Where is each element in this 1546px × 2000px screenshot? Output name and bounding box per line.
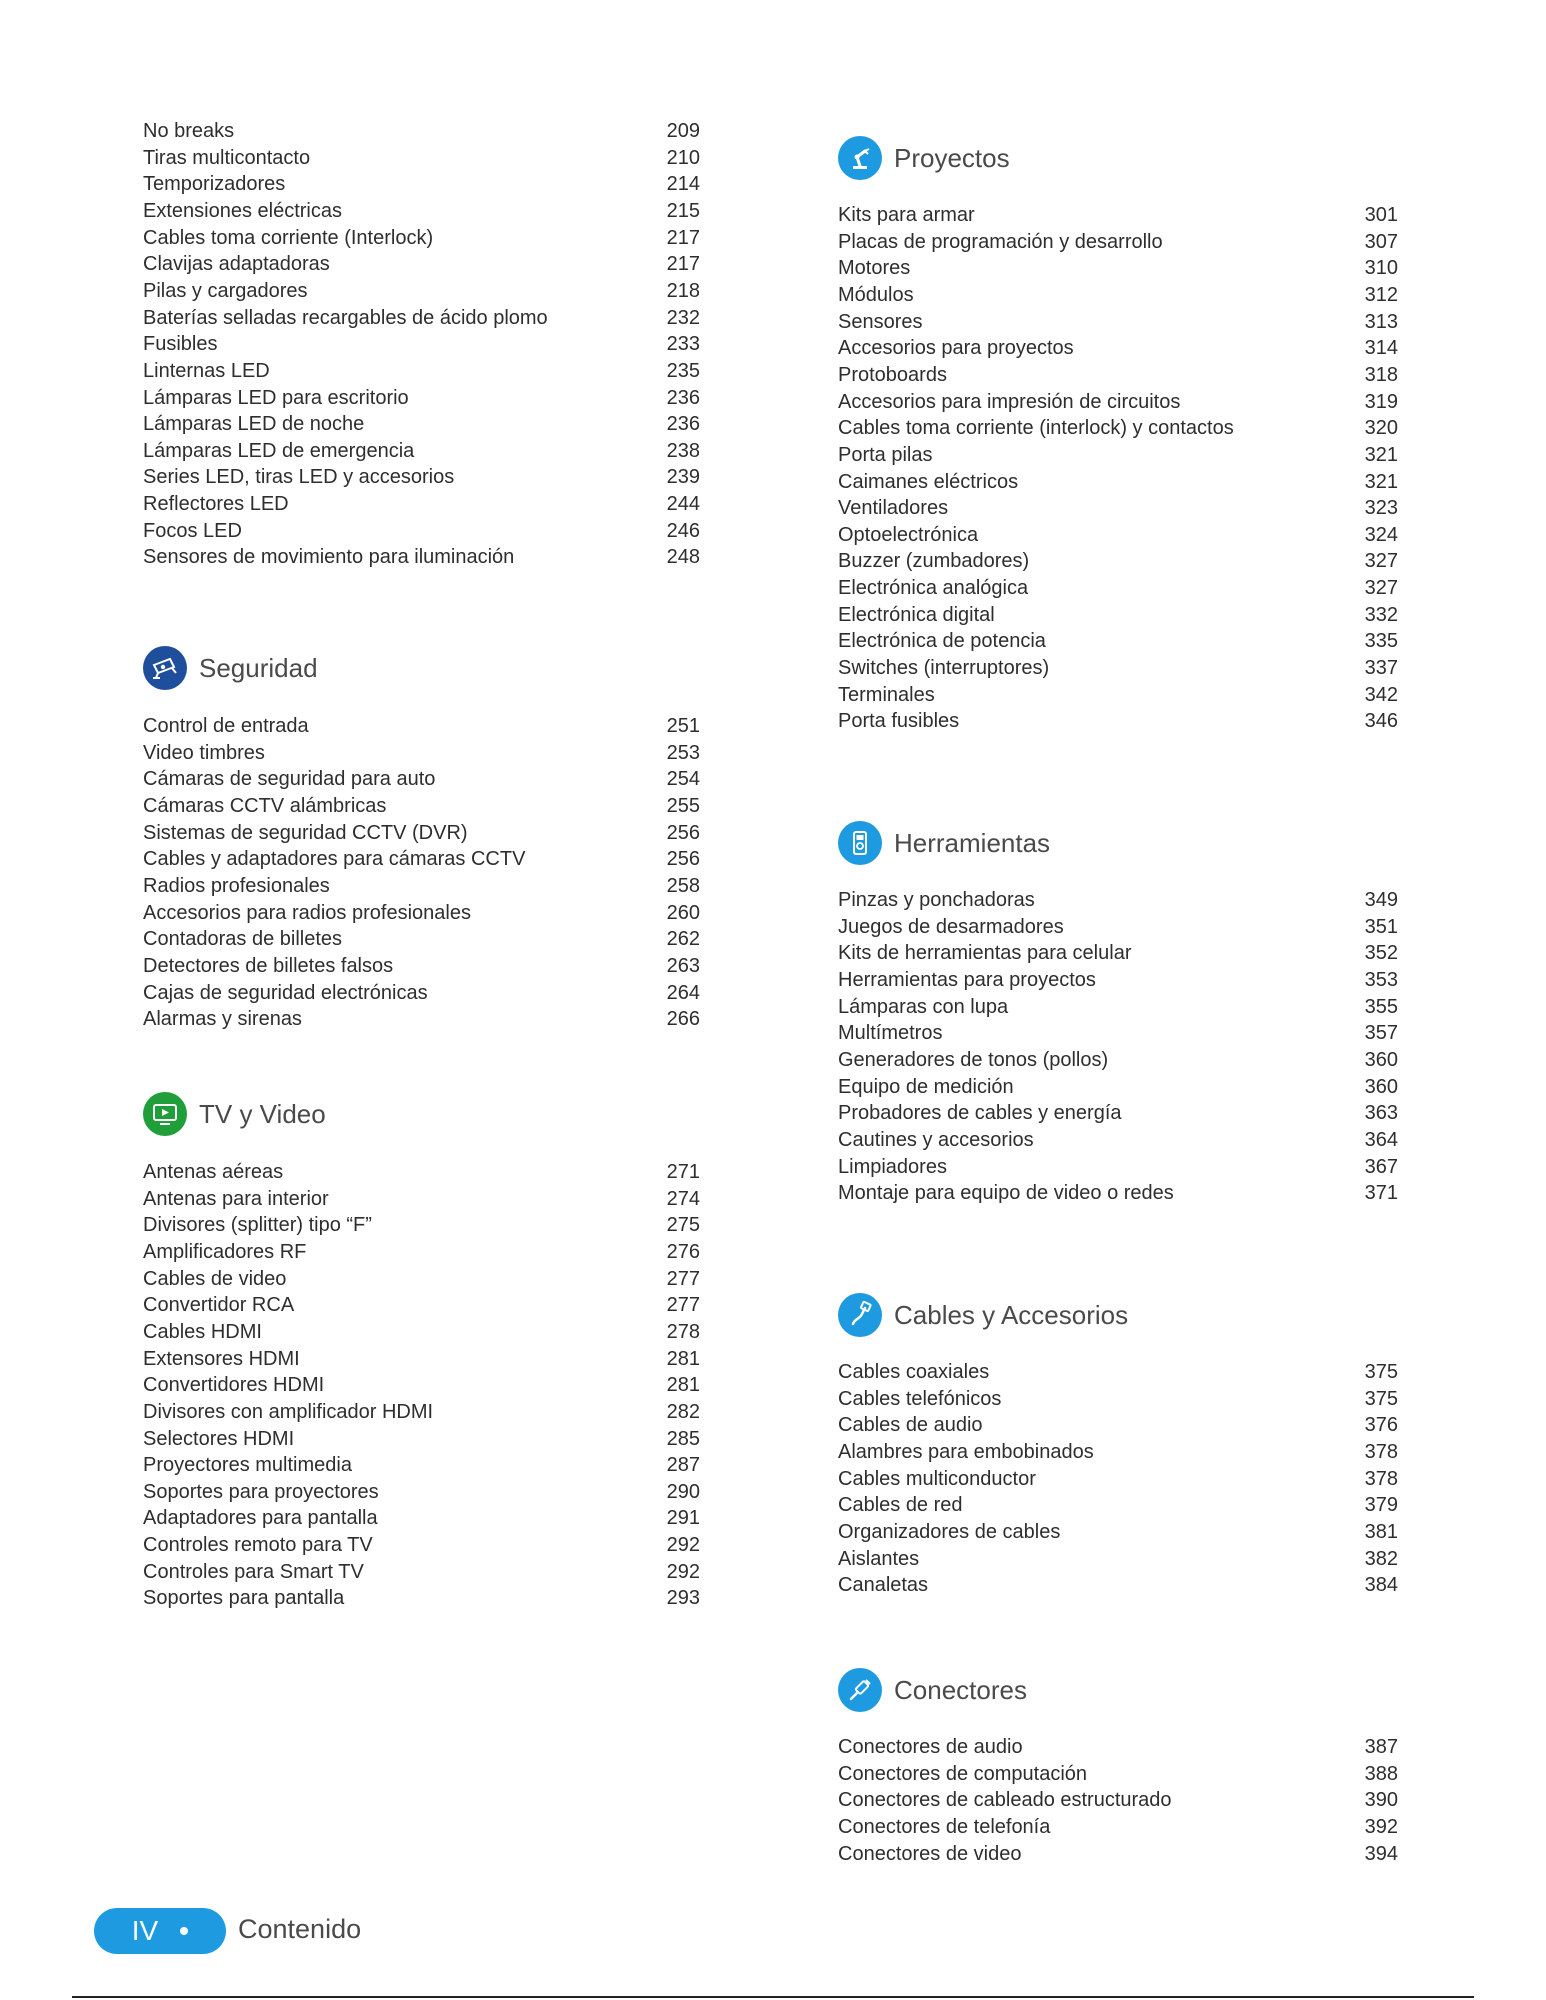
section-title: Cables y Accesorios bbox=[894, 1299, 1129, 1330]
toc-entry-label: Cautines y accesorios bbox=[838, 1128, 1034, 1151]
toc-entry-page: 387 bbox=[1364, 1736, 1398, 1758]
toc-entry-label: Motores bbox=[838, 257, 911, 280]
toc-entry bbox=[143, 900, 700, 927]
toc-entry-page: 210 bbox=[666, 146, 700, 169]
toc-entry-page: 263 bbox=[666, 954, 700, 977]
toc-entry-label: Extensores HDMI bbox=[143, 1347, 300, 1370]
page-number: IV bbox=[131, 1915, 159, 1946]
toc-entry bbox=[143, 1006, 700, 1033]
toc-entry-page: 335 bbox=[1364, 630, 1398, 653]
toc-entry bbox=[143, 1426, 700, 1453]
toc-entry bbox=[143, 820, 700, 847]
toc-entry-label: Amplificadores RF bbox=[143, 1240, 307, 1263]
toc-entry bbox=[143, 873, 700, 900]
section-herramientas bbox=[838, 820, 1050, 866]
toc-entry bbox=[838, 602, 1398, 629]
toc-entry-label: Controles para Smart TV bbox=[143, 1560, 364, 1583]
toc-entry-label: Probadores de cables y energía bbox=[838, 1102, 1122, 1125]
toc-entry-page: 375 bbox=[1364, 1387, 1398, 1410]
toc-entry-label: Accesorios para proyectos bbox=[838, 337, 1074, 360]
toc-entry-page: 281 bbox=[666, 1347, 700, 1370]
toc-entry bbox=[143, 1505, 700, 1532]
toc-entry-page: 248 bbox=[666, 546, 700, 569]
toc-entry-page: 382 bbox=[1364, 1547, 1398, 1570]
toc-entry-page: 254 bbox=[666, 768, 700, 791]
toc-entry-label: Extensiones eléctricas bbox=[143, 199, 342, 222]
toc-entry-label: Generadores de tonos (pollos) bbox=[838, 1048, 1109, 1071]
toc-entry bbox=[143, 438, 700, 465]
toc-entry bbox=[143, 846, 700, 873]
toc-entry-label: Protoboards bbox=[838, 363, 947, 386]
section-title: Herramientas bbox=[894, 827, 1051, 858]
toc-entry-label: Equipo de medición bbox=[838, 1075, 1014, 1098]
toc-entry-page: 337 bbox=[1364, 657, 1398, 680]
toc-entry-label: Series LED, tiras LED y accesorios bbox=[143, 466, 455, 489]
toc-entry bbox=[143, 331, 700, 358]
toc-entry-label: Aislantes bbox=[838, 1547, 920, 1570]
toc-entry-page: 321 bbox=[1364, 470, 1398, 493]
toc-entry-page: 255 bbox=[666, 794, 700, 817]
toc-entry-label: Conectores de audio bbox=[838, 1736, 1023, 1758]
toc-entry bbox=[838, 1546, 1398, 1573]
toc-entry-page: 351 bbox=[1364, 915, 1398, 938]
toc-entry bbox=[838, 1572, 1398, 1599]
section-conectores bbox=[838, 1667, 1027, 1713]
toc-entry-label: Pinzas y ponchadoras bbox=[838, 889, 1035, 911]
toc-entry bbox=[143, 198, 700, 225]
toc-entry-label: Divisores con amplificador HDMI bbox=[143, 1400, 434, 1423]
toc-entry-label: Control de entrada bbox=[143, 715, 309, 737]
toc-entry-page: 384 bbox=[1364, 1574, 1398, 1597]
toc-entry-label: Fusibles bbox=[143, 333, 218, 356]
toc-entry-label: Cables multiconductor bbox=[838, 1467, 1036, 1490]
toc-entry-page: 262 bbox=[666, 928, 700, 951]
toc-entry bbox=[143, 225, 700, 252]
toc-entry-label: Conectores de video bbox=[838, 1842, 1022, 1865]
toc-entry-label: Kits de herramientas para celular bbox=[838, 942, 1132, 965]
toc-entry bbox=[143, 491, 700, 518]
toc-entry-label: Focos LED bbox=[143, 519, 242, 542]
toc-entry-label: Cámaras de seguridad para auto bbox=[143, 768, 436, 791]
toc-entry bbox=[838, 1734, 1398, 1761]
toc-entry-page: 381 bbox=[1364, 1520, 1398, 1543]
toc-entry bbox=[143, 1186, 700, 1213]
toc-entry-page: 357 bbox=[1364, 1022, 1398, 1045]
section-title: Proyectos bbox=[894, 142, 1010, 173]
toc-entry-page: 349 bbox=[1364, 889, 1398, 911]
toc-entry bbox=[838, 1761, 1398, 1788]
toc-entry-page: 364 bbox=[1364, 1128, 1398, 1151]
toc-entry bbox=[143, 358, 700, 385]
toc-entry-page: 312 bbox=[1364, 283, 1398, 306]
toc-entry-label: Juegos de desarmadores bbox=[838, 915, 1064, 938]
toc-entry-page: 378 bbox=[1364, 1440, 1398, 1463]
robot-arm-icon bbox=[838, 136, 882, 180]
toc-entry-page: 274 bbox=[666, 1187, 700, 1210]
toc-entry-page: 353 bbox=[1364, 968, 1398, 991]
toc-entry-page: 388 bbox=[1364, 1762, 1398, 1785]
toc-entry-page: 310 bbox=[1364, 257, 1398, 280]
toc-entry-label: Baterías selladas recargables de ácido plomo bbox=[143, 306, 548, 329]
toc-entry-label: Herramientas para proyectos bbox=[838, 968, 1096, 991]
toc-entry-label: Sistemas de seguridad CCTV (DVR) bbox=[143, 821, 468, 844]
toc-entry-label: Caimanes eléctricos bbox=[838, 470, 1019, 493]
toc-entry bbox=[143, 518, 700, 545]
toc-entry-label: Conectores de telefonía bbox=[838, 1815, 1051, 1838]
toc-entry bbox=[143, 305, 700, 332]
toc-entry-label: Temporizadores bbox=[143, 173, 286, 196]
toc-entry bbox=[838, 389, 1398, 416]
toc-entry-label: Controles remoto para TV bbox=[143, 1534, 373, 1557]
toc-entry-label: Accesorios para impresión de circuitos bbox=[838, 390, 1181, 413]
toc-entry-page: 246 bbox=[666, 519, 700, 542]
toc-entry-label: Soportes para pantalla bbox=[143, 1587, 345, 1610]
toc-entry-label: Cables de red bbox=[838, 1494, 963, 1517]
toc-entry-label: Contadoras de billetes bbox=[143, 928, 343, 951]
toc-entry-label: Conectores de computación bbox=[838, 1762, 1088, 1785]
section-title: TV y Video bbox=[199, 1098, 326, 1129]
toc-entry-label: Tiras multicontacto bbox=[143, 146, 311, 169]
toc-entry bbox=[143, 1585, 700, 1612]
toc-entry bbox=[143, 953, 700, 980]
toc-entry-page: 218 bbox=[666, 279, 700, 302]
toc-entry bbox=[143, 171, 700, 198]
toc-entry bbox=[838, 495, 1398, 522]
toc-entry-label: Cables de audio bbox=[838, 1414, 983, 1437]
toc-entry-label: Módulos bbox=[838, 283, 914, 306]
toc-entry-label: Cajas de seguridad electrónicas bbox=[143, 981, 428, 1004]
bottom-rule bbox=[72, 1996, 1474, 1998]
toc-entry-page: 392 bbox=[1364, 1815, 1398, 1838]
toc-entry-page: 327 bbox=[1364, 577, 1398, 600]
toc-entry bbox=[143, 1479, 700, 1506]
toc-entry-label: Ventiladores bbox=[838, 497, 949, 520]
toc-entry bbox=[838, 628, 1398, 655]
toc-entry-page: 314 bbox=[1364, 337, 1398, 360]
toc-entry-label: Canaletas bbox=[838, 1574, 929, 1597]
toc-entry bbox=[838, 255, 1398, 282]
toc-entry bbox=[838, 1154, 1398, 1181]
toc-entry-page: 376 bbox=[1364, 1414, 1398, 1437]
toc-entry-page: 215 bbox=[666, 199, 700, 222]
toc-entry bbox=[143, 766, 700, 793]
connector-plug-icon bbox=[838, 1668, 882, 1712]
toc-entry-label: Proyectores multimedia bbox=[143, 1454, 352, 1477]
toc-entry bbox=[838, 575, 1398, 602]
toc-entry-page: 390 bbox=[1364, 1789, 1398, 1812]
toc-entry-page: 282 bbox=[666, 1400, 700, 1423]
toc-entry-label: Cables toma corriente (interlock) y contactos bbox=[838, 417, 1234, 440]
toc-entry-page: 256 bbox=[666, 848, 700, 871]
toc-entry bbox=[143, 1212, 700, 1239]
toc-entry bbox=[838, 914, 1398, 941]
toc-entry-label: Cables y adaptadores para cámaras CCTV bbox=[143, 848, 526, 871]
toc-entry bbox=[838, 469, 1398, 496]
toc-entry bbox=[838, 1412, 1398, 1439]
toc-entry-page: 276 bbox=[666, 1240, 700, 1263]
toc-entry bbox=[838, 887, 1398, 914]
toc-entry-label: Antenas aéreas bbox=[143, 1161, 284, 1183]
toc-entry bbox=[838, 1841, 1398, 1868]
toc-entry-page: 320 bbox=[1364, 417, 1398, 440]
toc-entry bbox=[838, 1439, 1398, 1466]
toc-entry-page: 375 bbox=[1364, 1361, 1398, 1383]
toc-entry bbox=[143, 411, 700, 438]
toc-entry-label: Lámparas LED de noche bbox=[143, 413, 365, 436]
toc-entry-page: 233 bbox=[666, 333, 700, 356]
cable-icon bbox=[838, 1293, 882, 1337]
toc-entry bbox=[838, 1020, 1398, 1047]
toc-entry-page: 264 bbox=[666, 981, 700, 1004]
section-title: Seguridad bbox=[199, 652, 318, 683]
toc-entry bbox=[143, 544, 700, 571]
toc-entry-page: 367 bbox=[1364, 1155, 1398, 1178]
toc-entry-label: Radios profesionales bbox=[143, 874, 330, 897]
toc-entry-label: Divisores (splitter) tipo “F” bbox=[143, 1214, 372, 1237]
toc-entry-page: 256 bbox=[666, 821, 700, 844]
toc-entry-page: 258 bbox=[666, 874, 700, 897]
toc-entry-label: Electrónica de potencia bbox=[838, 630, 1046, 653]
toc-entry-page: 292 bbox=[666, 1534, 700, 1557]
toc-entry bbox=[143, 385, 700, 412]
toc-entry-label: Organizadores de cables bbox=[838, 1520, 1061, 1543]
toc-entry-label: Clavijas adaptadoras bbox=[143, 253, 330, 276]
toc-entry bbox=[143, 1559, 700, 1586]
toc-entry-label: Cables toma corriente (Interlock) bbox=[143, 226, 434, 249]
toc-entry bbox=[143, 145, 700, 172]
toc-entry-page: 278 bbox=[666, 1320, 700, 1343]
toc-entry-label: Switches (interruptores) bbox=[838, 657, 1050, 680]
toc-entry-label: Cables coaxiales bbox=[838, 1361, 990, 1383]
toc-entry-label: Electrónica digital bbox=[838, 603, 995, 626]
toc-entry-label: Sensores de movimiento para iluminación bbox=[143, 546, 515, 569]
toc-entry-page: 291 bbox=[666, 1507, 700, 1530]
toc-entry-page: 301 bbox=[1364, 204, 1398, 226]
toc-entry-label: Video timbres bbox=[143, 741, 265, 764]
toc-entry bbox=[838, 708, 1398, 735]
toc-entry-page: 360 bbox=[1364, 1048, 1398, 1071]
toc-entry bbox=[838, 1047, 1398, 1074]
toc-entry-page: 327 bbox=[1364, 550, 1398, 573]
toc-entry-label: Convertidor RCA bbox=[143, 1294, 295, 1317]
toc-entry-label: No breaks bbox=[143, 120, 235, 142]
toc-entry-page: 378 bbox=[1364, 1467, 1398, 1490]
toc-entry-label: Multímetros bbox=[838, 1022, 943, 1045]
toc-entry bbox=[838, 1466, 1398, 1493]
toc-entry bbox=[838, 940, 1398, 967]
toc-entry-page: 239 bbox=[666, 466, 700, 489]
toc-entry bbox=[143, 464, 700, 491]
toc-entry-page: 293 bbox=[666, 1587, 700, 1610]
toc-entry-label: Linternas LED bbox=[143, 359, 270, 382]
toc-entry-page: 371 bbox=[1364, 1182, 1398, 1205]
toc-entry-page: 253 bbox=[666, 741, 700, 764]
toc-entry-label: Terminales bbox=[838, 683, 935, 706]
toc-entry bbox=[838, 1787, 1398, 1814]
toc-entry-page: 244 bbox=[666, 493, 700, 516]
toc-entry-page: 292 bbox=[666, 1560, 700, 1583]
toc-entry-page: 238 bbox=[666, 439, 700, 462]
toc-entry bbox=[143, 251, 700, 278]
toc-entry-page: 251 bbox=[666, 715, 700, 737]
security-camera-icon bbox=[143, 646, 187, 690]
toc-entry-page: 281 bbox=[666, 1374, 700, 1397]
toc-entry-label: Alarmas y sirenas bbox=[143, 1008, 302, 1031]
toc-entry-label: Porta fusibles bbox=[838, 710, 960, 733]
toc-entry-label: Porta pilas bbox=[838, 443, 933, 466]
toc-entry-label: Conectores de cableado estructurado bbox=[838, 1789, 1172, 1812]
toc-entry-label: Buzzer (zumbadores) bbox=[838, 550, 1030, 573]
toc-entry-page: 318 bbox=[1364, 363, 1398, 386]
toc-entry bbox=[838, 335, 1398, 362]
toc-entry bbox=[838, 1359, 1398, 1386]
toc-entry bbox=[143, 793, 700, 820]
section-cables bbox=[838, 1292, 1128, 1338]
toc-entry bbox=[838, 1492, 1398, 1519]
toc-entry-page: 235 bbox=[666, 359, 700, 382]
toc-entry-page: 352 bbox=[1364, 942, 1398, 965]
toc-entry-page: 355 bbox=[1364, 995, 1398, 1018]
toc-entry bbox=[838, 229, 1398, 256]
toc-entry bbox=[143, 980, 700, 1007]
toc-entry bbox=[143, 1319, 700, 1346]
toc-entry-page: 277 bbox=[666, 1294, 700, 1317]
toc-entry bbox=[143, 1266, 700, 1293]
toc-entry-page: 236 bbox=[666, 413, 700, 436]
toc-entry-label: Soportes para proyectores bbox=[143, 1480, 379, 1503]
toc-entry bbox=[838, 655, 1398, 682]
toc-entry-label: Accesorios para radios profesionales bbox=[143, 901, 471, 924]
toc-entry-label: Lámparas LED de emergencia bbox=[143, 439, 415, 462]
toc-entry-label: Reflectores LED bbox=[143, 493, 289, 516]
toc-entry bbox=[143, 1452, 700, 1479]
toc-entry bbox=[838, 442, 1398, 469]
toc-entry-label: Cables HDMI bbox=[143, 1320, 262, 1343]
toc-entry-label: Alambres para embobinados bbox=[838, 1440, 1094, 1463]
toc-entry bbox=[838, 362, 1398, 389]
toc-entry-page: 266 bbox=[666, 1008, 700, 1031]
toc-entry bbox=[143, 1159, 700, 1186]
bullet-dot-icon bbox=[180, 1927, 188, 1935]
toc-entry-page: 271 bbox=[666, 1161, 700, 1183]
toc-entry-label: Adaptadores para pantalla bbox=[143, 1507, 378, 1530]
toc-entry bbox=[143, 1292, 700, 1319]
toc-entry bbox=[838, 1074, 1398, 1101]
toc-entry-page: 232 bbox=[666, 306, 700, 329]
toc-entry-page: 260 bbox=[666, 901, 700, 924]
toc-entry-label: Kits para armar bbox=[838, 204, 975, 226]
toc-entry bbox=[838, 415, 1398, 442]
toc-entry-label: Montaje para equipo de video o redes bbox=[838, 1182, 1174, 1205]
toc-entry-page: 332 bbox=[1364, 603, 1398, 626]
toc-entry bbox=[143, 1239, 700, 1266]
toc-entry bbox=[143, 1372, 700, 1399]
toc-entry bbox=[143, 713, 700, 740]
toc-entry-label: Limpiadores bbox=[838, 1155, 947, 1178]
toc-entry-page: 275 bbox=[666, 1214, 700, 1237]
toc-entry-label: Placas de programación y desarrollo bbox=[838, 230, 1163, 253]
section-tv-video bbox=[143, 1091, 326, 1137]
toc-entry-page: 319 bbox=[1364, 390, 1398, 413]
toc-entry bbox=[143, 118, 700, 145]
toc-entry bbox=[838, 1100, 1398, 1127]
toc-entry bbox=[838, 202, 1398, 229]
toc-entry-label: Selectores HDMI bbox=[143, 1427, 295, 1450]
toc-entry-label: Pilas y cargadores bbox=[143, 279, 308, 302]
section-label: Contenido bbox=[238, 1914, 362, 1944]
toc-entry-page: 209 bbox=[666, 120, 700, 142]
section-seguridad bbox=[143, 645, 318, 691]
toc-entry bbox=[838, 1127, 1398, 1154]
toc-entry-label: Cables de video bbox=[143, 1267, 287, 1290]
toc-entry-page: 217 bbox=[666, 253, 700, 276]
toc-entry bbox=[838, 1814, 1398, 1841]
toc-entry-page: 323 bbox=[1364, 497, 1398, 520]
toc-entry bbox=[838, 548, 1398, 575]
toc-entry bbox=[838, 282, 1398, 309]
toc-entry-page: 321 bbox=[1364, 443, 1398, 466]
toc-entry bbox=[143, 1346, 700, 1373]
toc-entry bbox=[838, 1519, 1398, 1546]
toc-entry-page: 346 bbox=[1364, 710, 1398, 733]
toc-entry-label: Lámparas LED para escritorio bbox=[143, 386, 409, 409]
toc-entry-label: Optoelectrónica bbox=[838, 523, 979, 546]
toc-entry-label: Cámaras CCTV alámbricas bbox=[143, 794, 387, 817]
toc-entry-page: 277 bbox=[666, 1267, 700, 1290]
toc-entry-page: 290 bbox=[666, 1480, 700, 1503]
toc-entry-page: 217 bbox=[666, 226, 700, 249]
toc-entry bbox=[838, 682, 1398, 709]
toc-entry bbox=[838, 967, 1398, 994]
toc-entry-page: 287 bbox=[666, 1454, 700, 1477]
toc-entry-label: Convertidores HDMI bbox=[143, 1374, 325, 1397]
multimeter-icon bbox=[838, 821, 882, 865]
toc-entry-label: Cables telefónicos bbox=[838, 1387, 1002, 1410]
toc-entry bbox=[143, 740, 700, 767]
page-number-pill bbox=[94, 1908, 226, 1954]
toc-entry-label: Electrónica analógica bbox=[838, 577, 1029, 600]
toc-entry-label: Sensores bbox=[838, 310, 923, 333]
toc-entry-page: 360 bbox=[1364, 1075, 1398, 1098]
toc-entry-page: 214 bbox=[666, 173, 700, 196]
toc-entry bbox=[838, 1386, 1398, 1413]
section-proyectos bbox=[838, 135, 1010, 181]
toc-entry-page: 313 bbox=[1364, 310, 1398, 333]
toc-entry-page: 236 bbox=[666, 386, 700, 409]
toc-entry bbox=[838, 994, 1398, 1021]
toc-entry-page: 342 bbox=[1364, 683, 1398, 706]
toc-entry bbox=[838, 522, 1398, 549]
tv-play-icon bbox=[143, 1092, 187, 1136]
toc-entry-page: 324 bbox=[1364, 523, 1398, 546]
toc-entry-label: Detectores de billetes falsos bbox=[143, 954, 394, 977]
toc-entry bbox=[143, 1532, 700, 1559]
toc-entry bbox=[838, 1180, 1398, 1207]
toc-entry bbox=[143, 926, 700, 953]
toc-entry-page: 379 bbox=[1364, 1494, 1398, 1517]
toc-entry bbox=[143, 1399, 700, 1426]
toc-entry-label: Antenas para interior bbox=[143, 1187, 329, 1210]
toc-entry-page: 285 bbox=[666, 1427, 700, 1450]
toc-entry bbox=[838, 309, 1398, 336]
toc-entry-page: 363 bbox=[1364, 1102, 1398, 1125]
section-title: Conectores bbox=[894, 1674, 1027, 1705]
toc-entry bbox=[143, 278, 700, 305]
toc-entry-page: 307 bbox=[1364, 230, 1398, 253]
toc-entry-label: Lámparas con lupa bbox=[838, 995, 1009, 1018]
toc-entry-page: 394 bbox=[1364, 1842, 1398, 1865]
